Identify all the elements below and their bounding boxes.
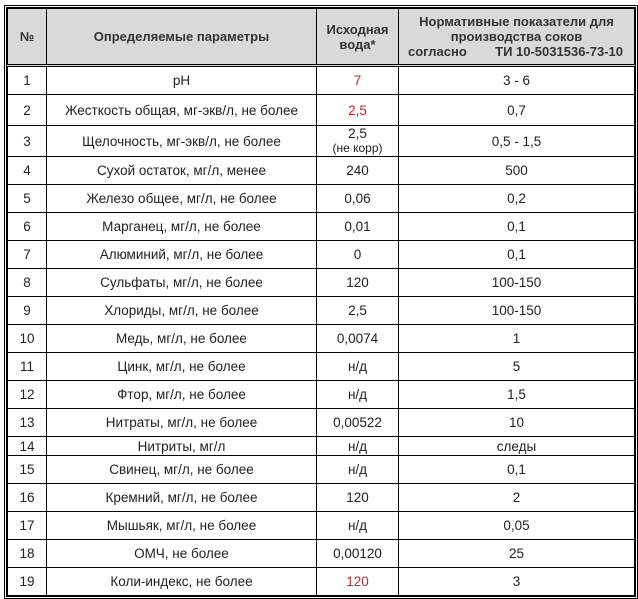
row-param: Медь, мг/л, не более bbox=[47, 325, 317, 353]
row-norm: 5 bbox=[399, 353, 635, 381]
table-row bbox=[8, 409, 635, 437]
row-num: 17 bbox=[8, 512, 47, 540]
table-row bbox=[8, 353, 635, 381]
row-num: 1 bbox=[8, 66, 47, 95]
row-source-water bbox=[317, 353, 399, 381]
table-row bbox=[8, 185, 635, 213]
source-value: н/д bbox=[347, 387, 368, 402]
source-value: 2,5 bbox=[348, 303, 367, 318]
table-row bbox=[8, 66, 635, 95]
row-param: Щелочность, мг-экв/л, не более bbox=[47, 126, 317, 157]
table-row bbox=[8, 484, 635, 512]
source-value: 120 bbox=[346, 574, 369, 589]
row-num: 19 bbox=[8, 568, 47, 596]
row-num: 6 bbox=[8, 213, 47, 241]
row-source-water bbox=[317, 325, 399, 353]
row-param: Нитраты, мг/л, не более bbox=[47, 409, 317, 437]
row-norm: 3 bbox=[399, 568, 635, 596]
row-param: pH bbox=[47, 66, 317, 95]
header-norm bbox=[399, 9, 635, 66]
row-source-water bbox=[317, 185, 399, 213]
table-row bbox=[8, 540, 635, 568]
row-param: Мышьяк, мг/л, не более bbox=[47, 512, 317, 540]
row-num: 10 bbox=[8, 325, 47, 353]
table-header-row bbox=[8, 9, 635, 66]
source-value: 0,00522 bbox=[333, 415, 382, 430]
row-norm: 3 - 6 bbox=[399, 66, 635, 95]
source-value: 7 bbox=[353, 73, 362, 88]
table-row bbox=[8, 241, 635, 269]
table-row bbox=[8, 512, 635, 540]
row-norm: 0,1 bbox=[399, 456, 635, 484]
row-num: 13 bbox=[8, 409, 47, 437]
source-value: н/д bbox=[347, 438, 368, 454]
row-norm: 25 bbox=[399, 540, 635, 568]
row-norm: 0,5 - 1,5 bbox=[399, 126, 635, 157]
row-param: Хлориды, мг/л, не более bbox=[47, 297, 317, 325]
row-source-water bbox=[317, 381, 399, 409]
row-num: 12 bbox=[8, 381, 47, 409]
row-param: Кремний, мг/л, не более bbox=[47, 484, 317, 512]
source-value: 120 bbox=[346, 275, 369, 290]
source-value: 0,06 bbox=[344, 191, 371, 206]
row-num: 3 bbox=[8, 126, 47, 157]
source-value: 0,0074 bbox=[336, 331, 379, 346]
row-norm: 0,7 bbox=[399, 95, 635, 126]
header-source-water: Исходная вода* bbox=[317, 9, 399, 66]
table-row bbox=[8, 297, 635, 325]
row-norm: 2 bbox=[399, 484, 635, 512]
source-value: 2,5 bbox=[348, 102, 367, 118]
row-norm: 100-150 bbox=[399, 269, 635, 297]
source-value: н/д bbox=[347, 359, 368, 374]
header-num: № bbox=[8, 9, 47, 66]
row-num: 16 bbox=[8, 484, 47, 512]
row-source-water bbox=[317, 409, 399, 437]
row-num: 5 bbox=[8, 185, 47, 213]
row-num: 18 bbox=[8, 540, 47, 568]
row-param: Сухой остаток, мг/л, менее bbox=[47, 157, 317, 185]
row-num: 9 bbox=[8, 297, 47, 325]
table-row bbox=[8, 213, 635, 241]
row-param: Цинк, мг/л, не более bbox=[47, 353, 317, 381]
row-num: 4 bbox=[8, 157, 47, 185]
row-param: Железо общее, мг/л, не более bbox=[47, 185, 317, 213]
row-norm: 1 bbox=[399, 325, 635, 353]
row-param: Фтор, мг/л, не более bbox=[47, 381, 317, 409]
row-source-water bbox=[317, 269, 399, 297]
source-note: (не корр) bbox=[332, 141, 383, 155]
row-source-water bbox=[317, 66, 399, 95]
row-param: Свинец, мг/л, не более bbox=[47, 456, 317, 484]
row-norm: 0,1 bbox=[399, 213, 635, 241]
source-value: 240 bbox=[346, 163, 369, 178]
water-parameters-table-frame bbox=[4, 5, 638, 599]
table-row bbox=[8, 325, 635, 353]
row-norm: 10 bbox=[399, 409, 635, 437]
row-source-water bbox=[317, 126, 399, 157]
row-source-water bbox=[317, 437, 399, 456]
header-norm-according: согласно bbox=[408, 44, 467, 59]
row-param: Сульфаты, мг/л, не более bbox=[47, 269, 317, 297]
row-source-water bbox=[317, 157, 399, 185]
source-value: 0,00120 bbox=[333, 546, 382, 561]
row-num: 2 bbox=[8, 95, 47, 126]
row-num: 15 bbox=[8, 456, 47, 484]
row-source-water bbox=[317, 512, 399, 540]
source-value: 120 bbox=[346, 490, 369, 505]
row-source-water bbox=[317, 241, 399, 269]
source-value: 0 bbox=[353, 247, 362, 262]
source-value: 2,5 bbox=[348, 126, 367, 141]
row-source-water bbox=[317, 568, 399, 596]
row-source-water bbox=[317, 540, 399, 568]
table-row bbox=[8, 269, 635, 297]
source-value: н/д bbox=[347, 518, 368, 533]
row-num: 7 bbox=[8, 241, 47, 269]
header-param: Определяемые параметры bbox=[47, 9, 317, 66]
table-row bbox=[8, 437, 635, 456]
table-row bbox=[8, 568, 635, 596]
table-row bbox=[8, 95, 635, 126]
source-value: н/д bbox=[347, 462, 368, 477]
row-num: 11 bbox=[8, 353, 47, 381]
source-value: 0,01 bbox=[344, 219, 371, 234]
row-norm: 500 bbox=[399, 157, 635, 185]
header-norm-standard-code: ТИ 10-5031536-73-10 bbox=[495, 44, 623, 59]
row-source-water bbox=[317, 456, 399, 484]
row-param: Нитриты, мг/л bbox=[47, 437, 317, 456]
row-param: Марганец, мг/л, не более bbox=[47, 213, 317, 241]
table-body bbox=[8, 66, 635, 596]
table-row bbox=[8, 157, 635, 185]
row-param: ОМЧ, не более bbox=[47, 540, 317, 568]
water-parameters-table bbox=[7, 8, 635, 596]
header-norm-title: Нормативные показатели для производства соков bbox=[419, 14, 614, 44]
row-source-water bbox=[317, 213, 399, 241]
row-norm: следы bbox=[399, 437, 635, 456]
row-param: Коли-индекс, не более bbox=[47, 568, 317, 596]
header-norm-standard bbox=[402, 44, 631, 59]
row-param: Алюминий, мг/л, не более bbox=[47, 241, 317, 269]
row-norm: 0,2 bbox=[399, 185, 635, 213]
row-norm: 100-150 bbox=[399, 297, 635, 325]
row-norm: 1,5 bbox=[399, 381, 635, 409]
row-num: 8 bbox=[8, 269, 47, 297]
row-source-water bbox=[317, 484, 399, 512]
row-param: Жесткость общая, мг-экв/л, не более bbox=[47, 95, 317, 126]
table-row bbox=[8, 126, 635, 157]
row-source-water bbox=[317, 297, 399, 325]
row-source-water bbox=[317, 95, 399, 126]
row-norm: 0,05 bbox=[399, 512, 635, 540]
row-norm: 0,1 bbox=[399, 241, 635, 269]
row-num: 14 bbox=[8, 437, 47, 456]
table-row bbox=[8, 456, 635, 484]
table-row bbox=[8, 381, 635, 409]
